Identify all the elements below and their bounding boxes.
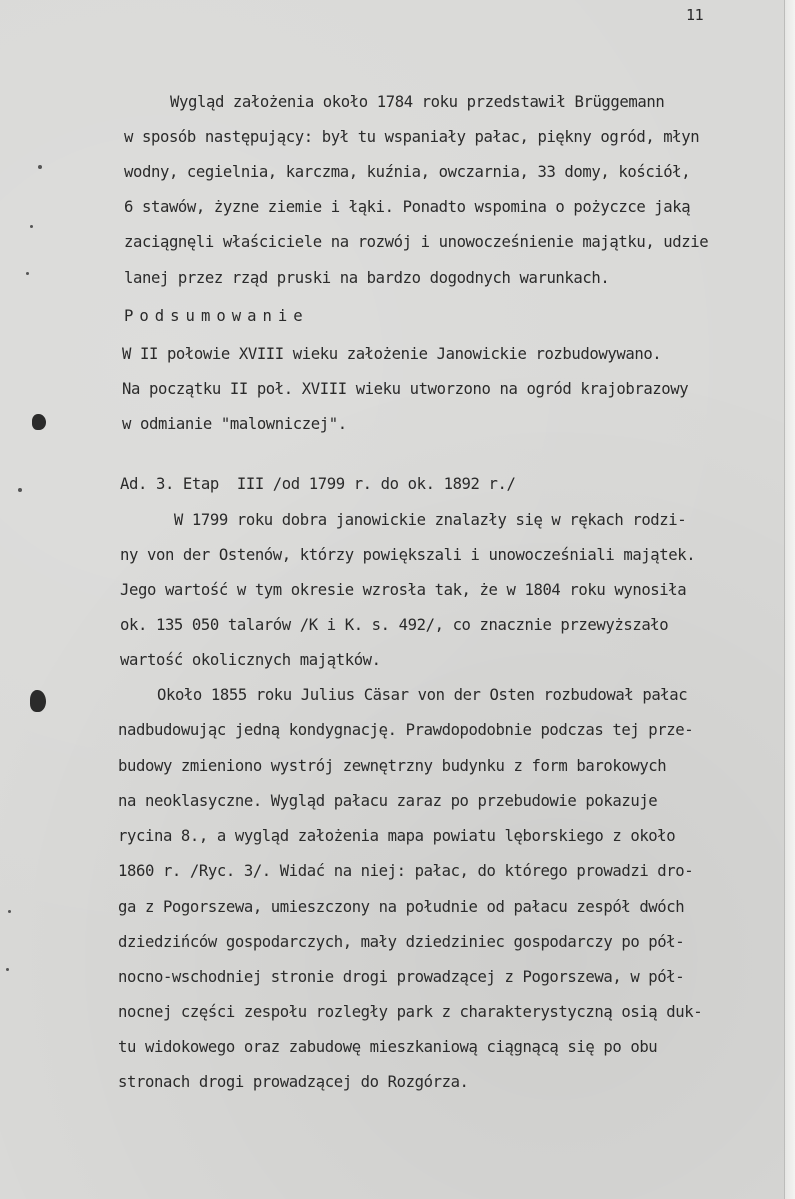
paragraph-3-line: nocnej części zespołu rozległy park z charakterystyczną osią duk- (118, 1003, 703, 1021)
paragraph-3-line: dziedzińców gospodarczych, mały dziedziniec gospodarczy po pół- (118, 933, 685, 951)
paragraph-3-line: nadbudowując jedną kondygnację. Prawdopodobnie podczas tej prze- (118, 721, 694, 739)
scan-blot (30, 690, 46, 712)
paragraph-3-line: tu widokowego oraz zabudowę mieszkaniową ciągnącą się po obu (118, 1038, 658, 1056)
paragraph-3-line: 1860 r. /Ryc. 3/. Widać na niej: pałac, do którego prowadzi dro- (118, 862, 694, 880)
paragraph-2-line: ok. 135 050 talarów /K i K. s. 492/, co znacznie przewyższało (120, 616, 669, 634)
paragraph-3-line: rycina 8., a wygląd założenia mapa powiatu lęborskiego z około (118, 827, 676, 845)
scan-speck (6, 968, 9, 971)
summary-line: W II połowie XVIII wieku założenie Janowickie rozbudowywano. (122, 345, 662, 363)
page-edge (784, 0, 795, 1199)
paragraph-3-line: na neoklasyczne. Wygląd pałacu zaraz po przebudowie pokazuje (118, 792, 658, 810)
paragraph-1-line: 6 stawów, żyzne ziemie i łąki. Ponadto wspomina o pożyczce jaką (124, 198, 691, 216)
paragraph-2-line: W 1799 roku dobra janowickie znalazły się w rękach rodzi- (120, 511, 687, 529)
paragraph-3-line: budowy zmieniono wystrój zewnętrzny budynku z form barokowych (118, 757, 667, 775)
scan-blot (32, 414, 46, 430)
paragraph-2-line: Jego wartość w tym okresie wzrosła tak, że w 1804 roku wynosiła (120, 581, 687, 599)
scan-speck (18, 488, 22, 492)
paragraph-1-line: Wygląd założenia około 1784 roku przedstawił Brüggemann (170, 93, 665, 111)
section-heading: Ad. 3. Etap III /od 1799 r. do ok. 1892 r./ (120, 475, 516, 493)
scan-speck (8, 910, 11, 913)
scan-speck (30, 225, 33, 228)
paragraph-1-line: lanej przez rząd pruski na bardzo dogodnych warunkach. (124, 269, 610, 287)
paragraph-2-line: ny von der Ostenów, którzy powiększali i unowocześniali majątek. (120, 546, 696, 564)
paragraph-1-line: wodny, cegielnia, karczma, kuźnia, owczarnia, 33 domy, kościół, (124, 163, 691, 181)
paragraph-3-line: stronach drogi prowadzącej do Rozgórza. (118, 1073, 469, 1091)
scan-speck (38, 165, 42, 169)
summary-line: w odmianie "malowniczej". (122, 415, 347, 433)
paragraph-1-line: w sposób następujący: był tu wspaniały pałac, piękny ogród, młyn (124, 128, 700, 146)
paragraph-3-line: Około 1855 roku Julius Cäsar von der Osten rozbudował pałac (130, 686, 688, 704)
summary-heading: Podsumowanie (124, 307, 309, 325)
summary-line: Na początku II poł. XVIII wieku utworzono na ogród krajobrazowy (122, 380, 689, 398)
paragraph-2-line: wartość okolicznych majątków. (120, 651, 381, 669)
page-number: 11 (686, 6, 704, 24)
paragraph-3-line: ga z Pogorszewa, umieszczony na południe od pałacu zespół dwóch (118, 898, 685, 916)
scan-speck (26, 272, 29, 275)
paragraph-3-line: nocno-wschodniej stronie drogi prowadzącej z Pogorszewa, w pół- (118, 968, 685, 986)
paragraph-1-line: zaciągnęli właściciele na rozwój i unowocześnienie majątku, udzie (124, 233, 709, 251)
